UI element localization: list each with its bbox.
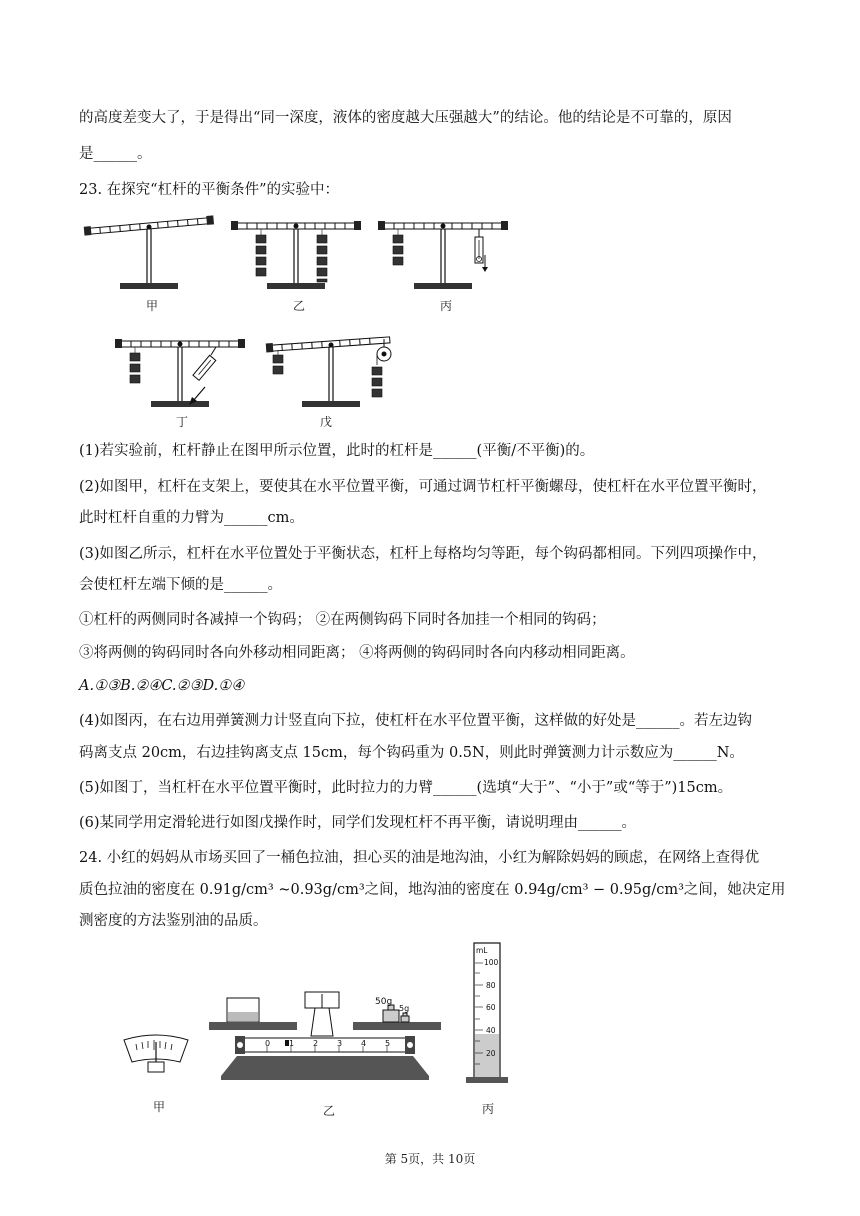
q24-line-1: 24. 小红的妈妈从市场买回了一桶色拉油，担心买的油是地沟油，小红为解除妈妈的顾虑，在网络上查得优 [79,850,760,866]
caption-wu: 戊 [320,415,333,429]
ruler-tick-5: 5 [385,1039,391,1048]
ruler-tick-2: 2 [313,1039,319,1048]
q24-line-3: 测密度的方法鉴别油的品质。 [79,913,268,929]
cylinder-tick-40: 40 [486,1026,496,1035]
q23-part-4b: 码离支点 20cm，右边挂钩离支点 15cm，每个钩码重为 0.5N，则此时弹簧测力计示数应为______N。 [79,745,744,761]
caption-balance-yi: 乙 [323,1104,336,1118]
q23-option-row-2: ③将两侧的钩码同时各向外移动相同距离； ④将两侧的钩码同时各向内移动相同距离。 [79,645,635,661]
caption-jia: 甲 [146,299,159,313]
q23-choices: A.①③B.②④C.②③D.①④ [79,678,245,694]
weight-50g-label: 50g [375,997,393,1007]
measuring-cylinder-figure [464,937,512,1087]
q23-part-6: (6)某同学用定滑轮进行如图戊操作时，同学们发现杠杆不再平衡，请说明理由______。 [79,815,637,831]
weight-5g-label: 5g [399,1004,410,1013]
lever-figure-yi [229,207,367,293]
lever-figure-jia [82,207,220,293]
lever-figure-wu [264,325,402,411]
lever-figure-ding [113,325,251,411]
q23-part-1: (1)若实验前，杠杆静止在图甲所示位置，此时的杠杆是______(平衡/不平衡)的。 [79,443,595,459]
q23-part-2a: (2)如图甲，杠杆在支架上，要使其在水平位置平衡，可通过调节杠杆平衡螺母，使杠杆在水平位置平衡时， [79,479,767,495]
page-footer: 第 5页，共 10页 [384,1152,476,1166]
q24-line-2: 质色拉油的密度在 0.91g/cm³ ~0.93g/cm³之间，地沟油的密度在 0.94g/cm³ − 0.95g/cm³之间，她决定用 [79,882,786,898]
cylinder-unit: mL [476,946,488,955]
cylinder-tick-80: 80 [486,981,496,990]
q23-part-2b: 此时杠杆自重的力臂为______cm。 [79,510,304,526]
ruler-tick-3: 3 [337,1039,343,1048]
cylinder-tick-100: 100 [484,958,499,967]
cylinder-tick-20: 20 [486,1049,496,1058]
q23-option-row-1: ①杠杆的两侧同时各减掉一个钩码； ②在两侧钩码下同时各加挂一个相同的钩码； [79,612,606,628]
ruler-tick-1: 1 [289,1039,295,1048]
q23-part-5: (5)如图丁，当杠杆在水平位置平衡时，此时拉力的力臂______(选填“大于”、“小于”或“等于”)15cm。 [79,780,733,796]
ruler-tick-4: 4 [361,1039,367,1048]
caption-balance-bing: 丙 [482,1102,495,1116]
text-line-1: 的高度差变大了，于是得出“同一深度，液体的密度越大压强越大”的结论。他的结论是不可靠的，原因 [79,110,732,126]
q23-part-3a: (3)如图乙所示，杠杆在水平位置处于平衡状态，杠杆上每格均匀等距，每个钩码都相同。下列四项操作中， [79,546,767,562]
q23-part-3b: 会使杠杆左端下倾的是______。 [79,577,282,593]
q23-part-4a: (4)如图丙，在右边用弹簧测力计竖直向下拉，使杠杆在水平位置平衡，这样做的好处是______。若左边钩 [79,713,753,729]
balance-pointer-figure [120,1032,192,1074]
caption-bing: 丙 [440,299,453,313]
caption-yi: 乙 [293,299,306,313]
caption-balance-jia: 甲 [153,1100,166,1114]
lever-figure-bing [376,207,514,293]
text-line-2: 是______。 [79,146,152,162]
cylinder-tick-60: 60 [486,1003,496,1012]
balance-scale-figure [207,988,443,1090]
question-23-title: 23. 在探究“杠杆的平衡条件”的实验中： [79,182,339,198]
ruler-tick-0: 0 [265,1039,271,1048]
caption-ding: 丁 [176,415,189,429]
